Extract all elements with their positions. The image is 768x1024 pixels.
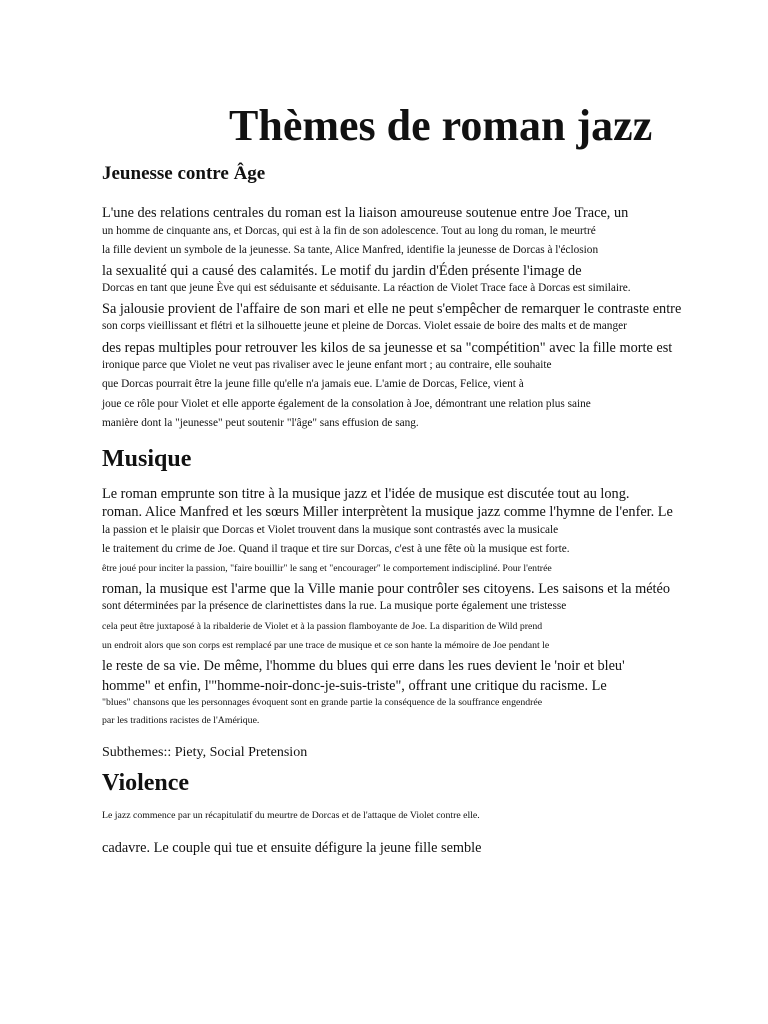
paragraph-line: être joué pour inciter la passion, "faire bouillir" le sang et "encourager" le comportement indiscipliné. Pour l'entrée xyxy=(102,563,552,574)
subthemes-text: Subthemes:: Piety, Social Pretension xyxy=(102,745,308,760)
paragraph-line: roman, la musique est l'arme que la Ville manie pour contrôler ses citoyens. Les saisons et la météo xyxy=(102,581,671,597)
paragraph-line: sont déterminées par la présence de clarinettistes dans la rue. La musique porte également une tristesse xyxy=(102,600,567,612)
paragraph-line: Le jazz commence par un récapitulatif du meurtre de Dorcas et de l'attaque de Violet contre elle. xyxy=(102,810,480,821)
paragraph-line: cadavre. Le couple qui tue et ensuite défigure la jeune fille semble xyxy=(102,840,482,856)
paragraph-line: par les traditions racistes de l'Amérique. xyxy=(102,715,260,726)
page-title: Thèmes de roman jazz xyxy=(229,101,653,150)
section-heading-jeunesse: Jeunesse contre Âge xyxy=(102,163,266,184)
paragraph-line: "blues" chansons que les personnages évoquent sont en grande partie la conséquence de la souffrance engendrée xyxy=(102,697,543,708)
paragraph-line: un endroit alors que son corps est remplacé par une trace de musique et ce son hante la mémoire de Joe pendant le xyxy=(102,640,550,651)
paragraph-line: joue ce rôle pour Violet et elle apporte également de la consolation à Joe, démontrant une relation plus saine xyxy=(102,398,591,410)
paragraph-line: L'une des relations centrales du roman est la liaison amoureuse soutenue entre Joe Trace, un xyxy=(102,205,629,221)
paragraph-line: Dorcas en tant que jeune Ève qui est séduisante et séduisante. La réaction de Violet Trace face à Dorcas est similaire. xyxy=(102,282,631,294)
section-heading-violence: Violence xyxy=(102,770,190,796)
paragraph-line: la passion et le plaisir que Dorcas et Violet trouvent dans la musique sont contrastés avec la musicale xyxy=(102,524,559,536)
paragraph-line: ironique parce que Violet ne veut pas rivaliser avec le jeune enfant mort ; au contraire, elle souhaite xyxy=(102,359,552,371)
paragraph-line: des repas multiples pour retrouver les kilos de sa jeunesse et sa "compétition" avec la fille morte est xyxy=(102,340,673,356)
paragraph-line: que Dorcas pourrait être la jeune fille qu'elle n'a jamais eue. L'amie de Dorcas, Felice, vient à xyxy=(102,378,524,390)
paragraph-line: manière dont la "jeunesse" peut soutenir "l'âge" sans effusion de sang. xyxy=(102,417,419,429)
paragraph-line: le traitement du crime de Joe. Quand il traque et tire sur Dorcas, c'est à une fête où la musique est forte. xyxy=(102,543,570,555)
paragraph-line: la fille devient un symbole de la jeunesse. Sa tante, Alice Manfred, identifie la jeunesse de Dorcas à l'éclosion xyxy=(102,244,599,256)
paragraph-line: cela peut être juxtaposé à la ribalderie de Violet et à la passion flamboyante de Joe. La disparition de Wild prend xyxy=(102,621,543,632)
paragraph-line: Le roman emprunte son titre à la musique jazz et l'idée de musique est discutée tout au long. xyxy=(102,486,630,502)
paragraph-line: son corps vieillissant et flétri et la silhouette jeune et pleine de Dorcas. Violet essaie de boire des malts et de manger xyxy=(102,320,627,332)
paragraph-line: homme" et enfin, l'"homme-noir-donc-je-suis-triste", offrant une critique du racisme. Le xyxy=(102,678,607,694)
section-heading-musique: Musique xyxy=(102,446,192,472)
paragraph-line: roman. Alice Manfred et les sœurs Miller interprètent la musique jazz comme l'hymne de l'enfer. Le xyxy=(102,504,673,520)
paragraph-line: la sexualité qui a causé des calamités. Le motif du jardin d'Éden présente l'image de xyxy=(102,263,582,279)
paragraph-line: le reste de sa vie. De même, l'homme du blues qui erre dans les rues devient le 'noir et bleu' xyxy=(102,658,625,674)
paragraph-line: Sa jalousie provient de l'affaire de son mari et elle ne peut s'empêcher de remarquer le contraste entre xyxy=(102,301,682,317)
paragraph-line: un homme de cinquante ans, et Dorcas, qui est à la fin de son adolescence. Tout au long du roman, le meurtré xyxy=(102,225,596,237)
